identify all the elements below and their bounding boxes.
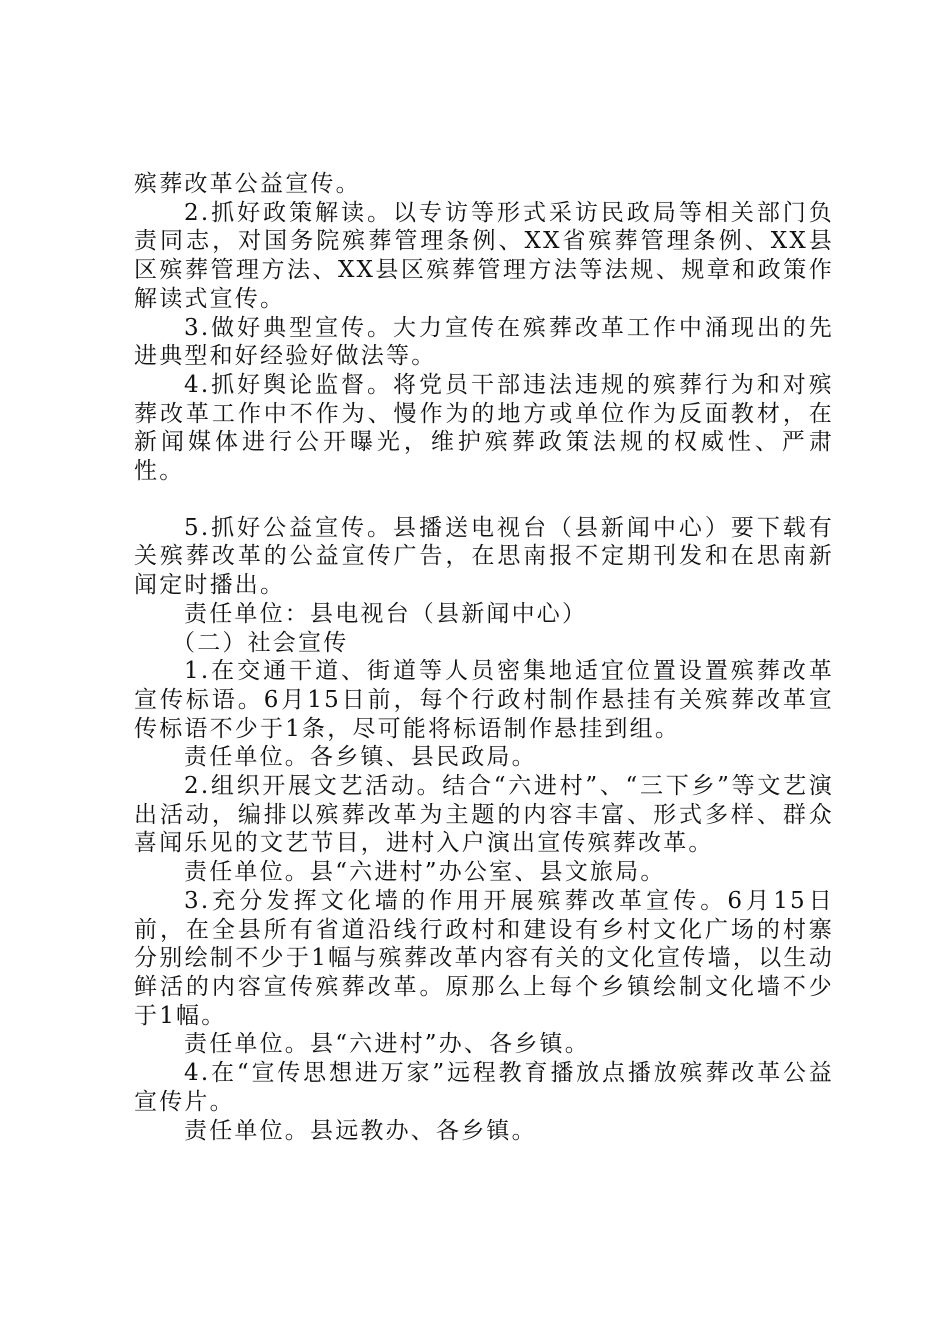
paragraph-art-activities: 2.组织开展文艺活动。结合“六进村”、“三下乡”等文艺演出活动，编排以殡葬改革为主题的内容丰富、形式多样、群众喜闻乐见的文艺节目，进村入户演出宣传殡葬改革。 xyxy=(134,773,834,857)
paragraph-policy-interpretation: 2.抓好政策解读。以专访等形式采访民政局等相关部门负责同志，对国务院殡葬管理条例、XX省殡葬管理条例、XX县区殡葬管理方法、XX县区殡葬管理方法等法规、规章和政策作解读式宣传。 xyxy=(134,199,834,312)
paragraph-responsible-unit: 责任单位。县远教办、各乡镇。 xyxy=(184,1117,537,1144)
paragraph-responsible-unit: 责任单位。各乡镇、县民政局。 xyxy=(184,744,537,771)
paragraph-responsible-unit: 责任单位。县“六进村”办、各乡镇。 xyxy=(184,1031,590,1058)
paragraph-responsible-unit: 责任单位：县电视台（县新闻中心） xyxy=(184,600,588,627)
paragraph-remote-education: 4.在“宣传思想进万家”远程教育播放点播放殡葬改革公益宣传片。 xyxy=(134,1060,834,1115)
section-heading-social-publicity: （二）社会宣传 xyxy=(172,629,349,656)
paragraph-slogans: 1.在交通干道、街道等人员密集地适宜位置设置殡葬改革宣传标语。6月15日前，每个行政村制作悬挂有关殡葬改革宣传标语不少于1条，尽可能将标语制作悬挂到组。 xyxy=(134,658,834,742)
document-body xyxy=(134,170,834,1145)
paragraph-public-supervision: 4.抓好舆论监督。将党员干部违法违规的殡葬行为和对殡葬改革工作中不作为、慢作为的地方或单位作为反面教材，在新闻媒体进行公开曝光，维护殡葬政策法规的权威性、严肃性。 xyxy=(134,371,834,485)
paragraph-public-welfare: 5.抓好公益宣传。县播送电视台（县新闻中心）要下载有关殡葬改革的公益宣传广告，在思南报不定期刊发和在思南新闻定时播出。 xyxy=(134,514,834,599)
paragraph-responsible-unit: 责任单位。县“六进村”办公室、县文旅局。 xyxy=(184,859,666,886)
paragraph-typical-publicity: 3.做好典型宣传。大力宣传在殡葬改革工作中涌现出的先进典型和好经验好做法等。 xyxy=(134,314,834,370)
paragraph-continuation: 殡葬改革公益宣传。 xyxy=(134,171,361,197)
paragraph-culture-wall: 3.充分发挥文化墙的作用开展殡葬改革宣传。6月15日前，在全县所有省道沿线行政村和建设有乡村文化广场的村寨分别绘制不少于1幅与殡葬改革内容有关的文化宣传墙，以生动鲜活的内容宣传殡葬改革。原那么上每个乡镇绘制文化墙不少于1幅。 xyxy=(134,887,834,1029)
